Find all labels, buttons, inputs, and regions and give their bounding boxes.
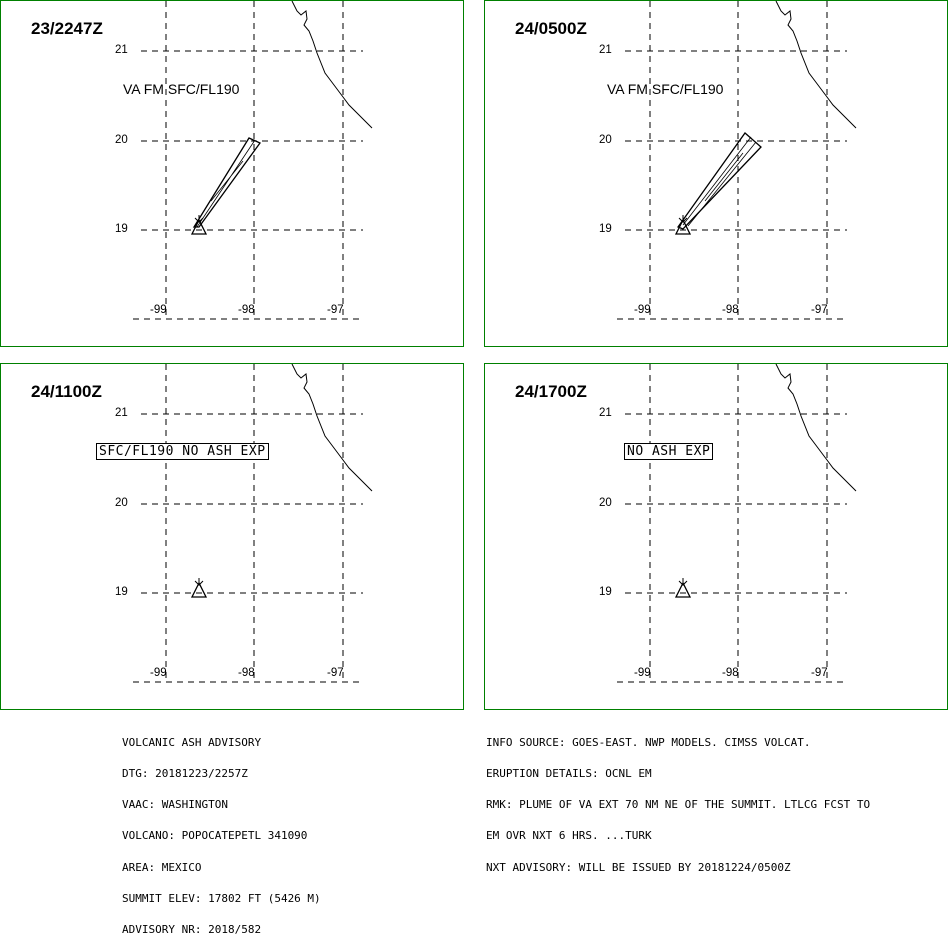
forecast-panel-2 [484,0,948,347]
latitude-label: 19 [599,223,612,235]
advisory-line: INFO SOURCE: GOES-EAST. NWP MODELS. CIMSS VOLCAT. [486,735,811,749]
advisory-line: SUMMIT ELEV: 17802 FT (5426 M) [122,891,321,905]
forecast-panel-1 [0,0,464,347]
ash-cloud-hatch [683,137,756,226]
longitude-label: -97 [811,304,828,316]
advisory-line: VOLCANIC ASH ADVISORY [122,735,262,749]
advisory-line: ADVISORY NR: 2018/582 [122,923,262,937]
panel-time: 23/2247Z [31,19,103,38]
advisory-line: ERUPTION DETAILS: OCNL EM [486,767,652,781]
advisory-line: RMK: PLUME OF VA EXT 70 NM NE OF THE SUMMIT. LTLCG FCST TO [486,798,871,812]
latitude-label: 20 [115,134,128,146]
longitude-label: -99 [634,304,651,316]
no-ash-label: SFC/FL190 NO ASH EXP [96,443,269,460]
latitude-label: 21 [115,407,128,419]
forecast-panel-4 [484,363,948,710]
volcano-symbol [195,578,203,585]
longitude-label: -97 [811,667,828,679]
latitude-label: 20 [115,497,128,509]
advisory-line: EM OVR NXT 6 HRS. ...TURK [486,829,652,843]
map-svg [1,1,464,347]
advisory-line: VAAC: WASHINGTON [122,798,228,812]
coastline [776,1,856,128]
latitude-label: 20 [599,134,612,146]
panel-time: 24/1100Z [31,382,102,401]
ash-cloud-polygon [678,133,761,229]
coastline [292,1,372,128]
advisory-details-block [486,717,870,883]
longitude-label: -97 [327,304,344,316]
ash-label: VA FM SFC/FL190 [123,81,240,97]
latitude-label: 19 [115,586,128,598]
latitude-label: 21 [599,44,612,56]
latitude-label: 19 [115,223,128,235]
no-ash-label: NO ASH EXP [624,443,713,460]
map-svg [485,364,948,710]
longitude-label: -99 [150,304,167,316]
longitude-label: -98 [238,304,255,316]
advisory-line: AREA: MEXICO [122,860,202,874]
map-svg [485,1,948,347]
volcano-symbol [679,578,687,585]
map-svg [1,364,464,710]
panel-time: 24/1700Z [515,382,587,401]
advisory-line: NXT ADVISORY: WILL BE ISSUED BY 20181224/0500Z [486,860,791,874]
longitude-label: -98 [722,304,739,316]
ash-label: VA FM SFC/FL190 [607,81,724,97]
latitude-label: 20 [599,497,612,509]
longitude-label: -98 [238,667,255,679]
ash-cloud-hatch [197,140,255,227]
longitude-label: -97 [327,667,344,679]
advisory-line: VOLCANO: POPOCATEPETL 341090 [122,829,308,843]
latitude-label: 21 [599,407,612,419]
coastline [776,364,856,491]
advisory-line: DTG: 20181223/2257Z [122,767,248,781]
longitude-label: -98 [722,667,739,679]
longitude-label: -99 [634,667,651,679]
latitude-label: 21 [115,44,128,56]
panel-time: 24/0500Z [515,19,587,38]
longitude-label: -99 [150,667,167,679]
latitude-label: 19 [599,586,612,598]
advisory-header-block [122,717,321,946]
coastline [292,364,372,491]
forecast-panel-3 [0,363,464,710]
